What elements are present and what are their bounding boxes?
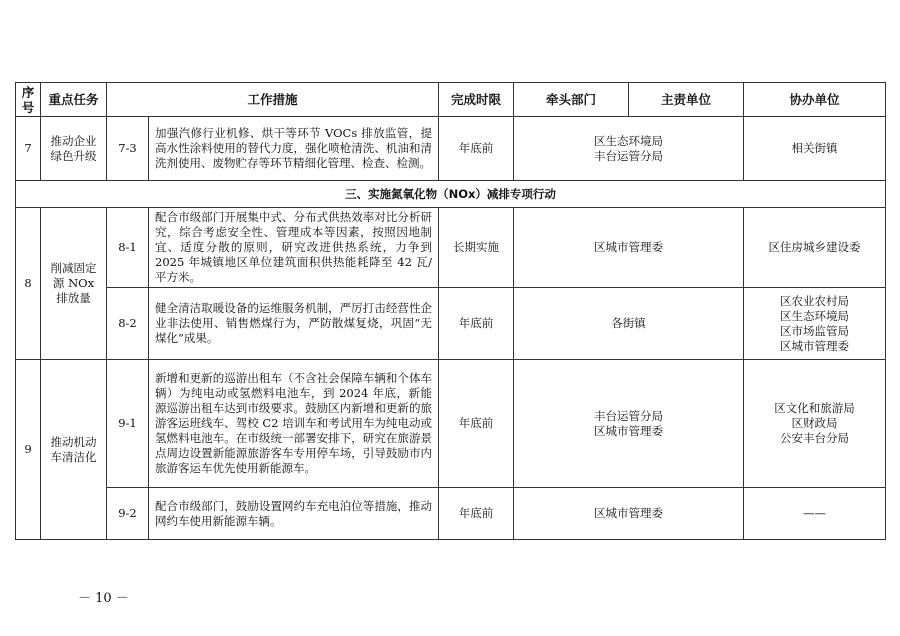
header-measures: 工作措施 bbox=[107, 83, 439, 117]
deadline: 年底前 bbox=[439, 488, 514, 540]
assist-units bbox=[744, 360, 886, 488]
header-seq: 序号 bbox=[16, 83, 41, 117]
deadline: 长期实施 bbox=[439, 208, 514, 288]
measure-code: 7-3 bbox=[107, 117, 149, 181]
lead-department: 各街镇 bbox=[514, 288, 744, 360]
header-row bbox=[16, 83, 886, 117]
measure-text: 配合市级部门开展集中式、分布式供热效率对比分析研究，综合考虑安全性、管理成本等因素，按照因地制宜、适度分散的原则，研究改进供热系统，力争到 2025 年城镇地区单位建筑面积供热能耗降至 42 瓦/平方米。 bbox=[149, 208, 439, 288]
deadline: 年底前 bbox=[439, 360, 514, 488]
table-row bbox=[16, 208, 886, 288]
assist-unit: 相关街镇 bbox=[744, 117, 886, 181]
lead-unit: 丰台运管分局 bbox=[594, 408, 664, 423]
row-number: 9 bbox=[16, 360, 41, 540]
table-row bbox=[16, 488, 886, 540]
table-row bbox=[16, 288, 886, 360]
assist-unit: 区生态环境局 bbox=[780, 308, 850, 323]
task-table bbox=[15, 82, 886, 540]
measure-code: 8-2 bbox=[107, 288, 149, 360]
lead-department bbox=[514, 360, 744, 488]
measure-code: 9-2 bbox=[107, 488, 149, 540]
header-deadline: 完成时限 bbox=[439, 83, 514, 117]
lead-department: 区城市管理委 bbox=[514, 488, 744, 540]
page-number: － 10 － bbox=[78, 591, 129, 606]
task-name: 推动企业绿色升级 bbox=[41, 117, 107, 181]
measure-code: 9-1 bbox=[107, 360, 149, 488]
lead-unit: 丰台运管分局 bbox=[594, 148, 664, 163]
deadline: 年底前 bbox=[439, 288, 514, 360]
assist-unit: 区财政局 bbox=[791, 416, 838, 430]
header-lead: 牵头部门 bbox=[514, 83, 629, 117]
assist-unit: 区住房城乡建设委 bbox=[744, 208, 886, 288]
lead-department: 区城市管理委 bbox=[514, 208, 744, 288]
measure-text: 新增和更新的巡游出租车（不含社会保障车辆和个体车辆）为纯电动或氢燃料电池车，到 2024 年底，新能源巡游出租车达到市级要求。鼓励区内新增和更新的旅游客运班线车、驾校 C2 培训车和考试用车为纯电动或氢燃料电池车。在市级统一部署安排下，研究在旅游景点周边设置新能源旅游客车专用停车场，引导鼓励市内旅游客运车优先使用新能源车。 bbox=[149, 360, 439, 488]
measure-text: 加强汽修行业机修、烘干等环节 VOCs 排放监管，提高水性涂料使用的替代力度，强化喷枪清洗、机油和清洗剂使用、废物贮存等环节精细化管理、检查、检测。 bbox=[149, 117, 439, 181]
assist-unit: 区市场监管局 bbox=[780, 323, 850, 338]
deadline: 年底前 bbox=[439, 117, 514, 181]
task-name: 推动机动车清洁化 bbox=[41, 360, 107, 540]
section-title: 三、实施氮氧化物（NOx）减排专项行动 bbox=[16, 181, 886, 208]
header-task: 重点任务 bbox=[41, 83, 107, 117]
lead-department bbox=[514, 117, 744, 181]
header-assist: 协办单位 bbox=[744, 83, 886, 117]
assist-unit: —— bbox=[744, 488, 886, 540]
assist-unit: 区城市管理委 bbox=[780, 338, 850, 353]
assist-unit: 区农业农村局 bbox=[780, 293, 850, 308]
table-row bbox=[16, 117, 886, 181]
row-number: 7 bbox=[16, 117, 41, 181]
measure-code: 8-1 bbox=[107, 208, 149, 288]
assist-units bbox=[744, 288, 886, 360]
lead-unit: 区城市管理委 bbox=[594, 423, 664, 438]
lead-unit: 区生态环境局 bbox=[594, 133, 664, 148]
section-row bbox=[16, 181, 886, 208]
header-responsible: 主责单位 bbox=[629, 83, 744, 117]
task-name: 削减固定源 NOx 排放量 bbox=[41, 208, 107, 360]
assist-unit: 公安丰台分局 bbox=[780, 431, 850, 445]
measure-text: 健全清洁取暖设备的运维服务机制，严厉打击经营性企业非法使用、销售燃煤行为，严防散煤复烧，巩固“无煤化”成果。 bbox=[149, 288, 439, 360]
measure-text: 配合市级部门，鼓励设置网约车充电泊位等措施，推动网约车使用新能源车辆。 bbox=[149, 488, 439, 540]
table-row bbox=[16, 360, 886, 488]
assist-unit: 区文化和旅游局 bbox=[774, 401, 855, 415]
row-number: 8 bbox=[16, 208, 41, 360]
